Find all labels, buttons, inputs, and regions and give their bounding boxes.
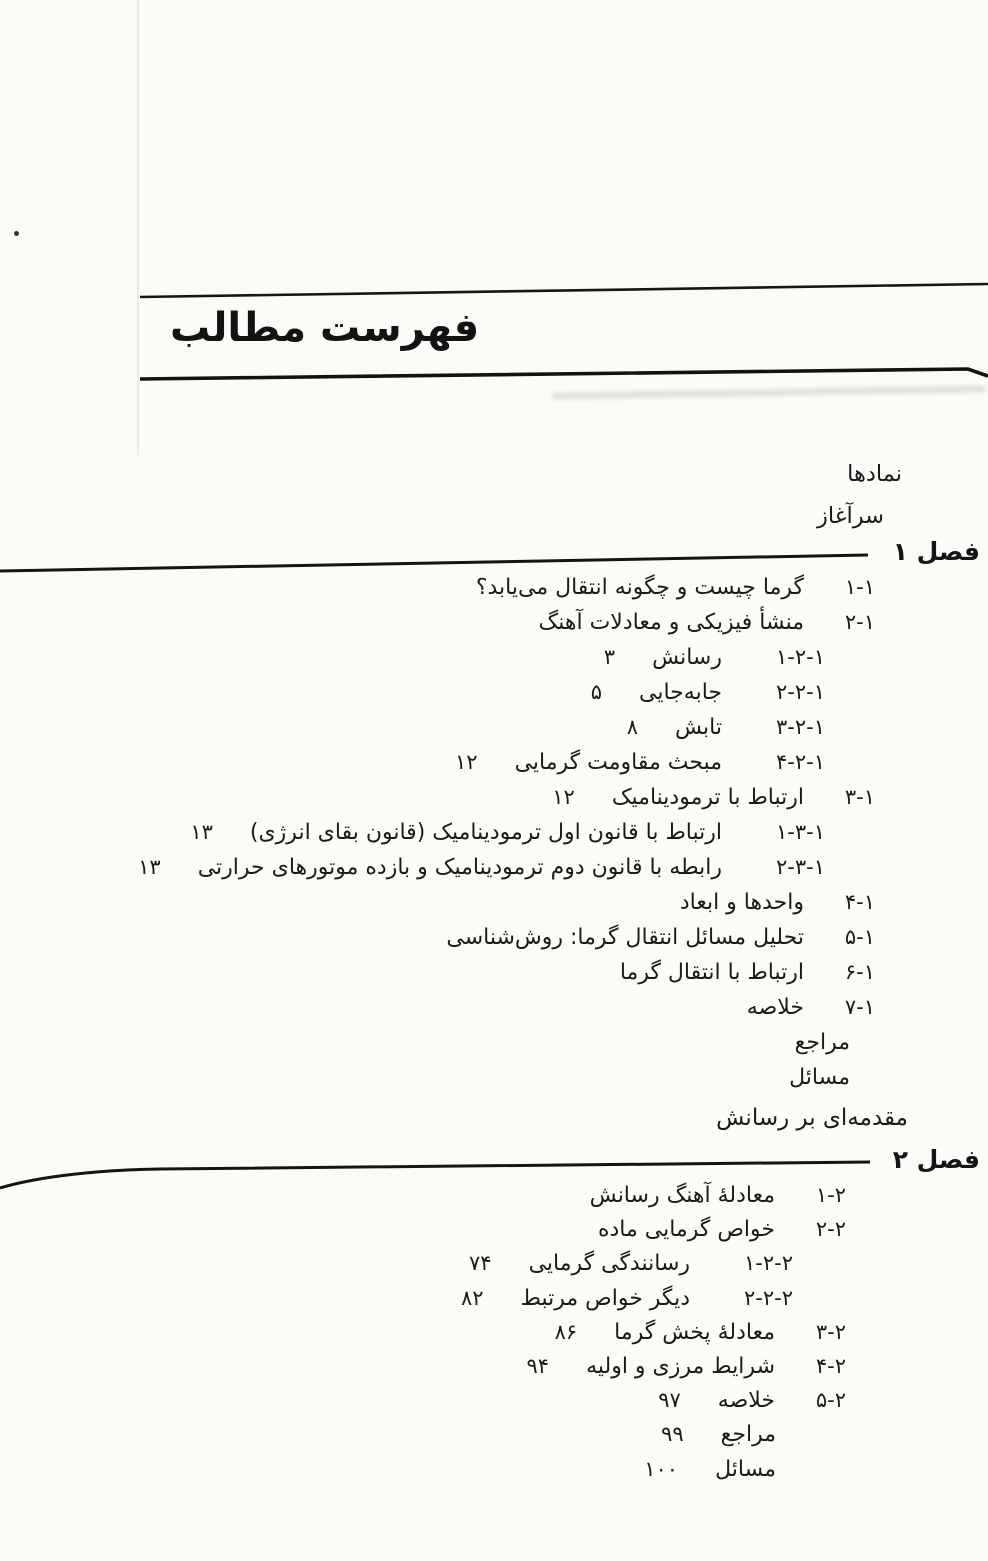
toc-entry (0, 1178, 988, 1212)
entry-number: ۱-۳-۱ (776, 820, 825, 844)
entry-title: رابطه با قانون دوم ترمودینامیک و بازده موتورهای حرارتی (197, 855, 722, 880)
entry-title: رسانش (652, 645, 722, 670)
entry-title: ارتباط با قانون اول ترمودینامیک (قانون بقای انرژی) (249, 820, 722, 845)
entry-title: دیگر خواص مرتبط (520, 1285, 690, 1311)
entry-number: ۱-۲-۱ (776, 645, 825, 669)
entry-number: ۳-۲-۱ (776, 715, 825, 739)
entry-number: ۱-۲-۲ (744, 1251, 793, 1276)
toc-entry (0, 1025, 988, 1060)
entry-number: ۲-۲-۲ (744, 1285, 793, 1310)
page-scan-edge (137, 0, 139, 455)
entry-title: واحدها و ابعاد (679, 890, 804, 915)
entry-page-number: ۱۲ (455, 750, 478, 774)
entry-title: مراجع (794, 1030, 850, 1055)
entry-title: گرما چیست و چگونه انتقال می‌یابد؟ (475, 575, 804, 600)
entry-number: ۵-۲ (815, 1388, 846, 1413)
entry-page-number: ۹۹ (661, 1422, 684, 1447)
front-item-preface: سرآغاز (816, 503, 884, 529)
toc-entry (0, 1417, 988, 1451)
entry-title: ارتباط با انتقال گرما (619, 960, 804, 985)
entry-number: ۲-۲-۱ (776, 680, 825, 704)
entry-number: ۳-۱ (844, 785, 875, 809)
entry-title: رسانندگی گرمایی (528, 1251, 690, 1277)
entry-title: معادلهٔ آهنگ رسانش (589, 1183, 775, 1208)
front-item-symbols: نمادها (847, 461, 902, 487)
entry-number: ۲-۱ (844, 610, 875, 634)
toc-entry (0, 570, 988, 605)
toc-entry (0, 885, 988, 920)
entry-title: مسائل (715, 1456, 776, 1482)
toc-entry (0, 920, 988, 955)
entry-number: ۴-۲ (815, 1353, 846, 1378)
chapter2-label: فصل ۲ (892, 1145, 980, 1174)
chapter2-subtitle: مقدمه‌ای بر رسانش (716, 1105, 908, 1131)
ink-speck (14, 231, 19, 236)
entry-number: ۷-۱ (844, 995, 875, 1019)
toc-entry (0, 815, 988, 850)
entry-title: خلاصه (717, 1388, 775, 1414)
title-bottom-rule (140, 369, 988, 379)
entry-number: ۴-۱ (844, 890, 875, 914)
entry-number: ۵-۱ (844, 925, 875, 949)
entry-title: مسائل (789, 1065, 850, 1090)
entry-number: ۶-۱ (844, 960, 875, 984)
entry-number: ۲-۳-۱ (776, 855, 825, 879)
entry-title: مراجع (720, 1422, 776, 1448)
entry-title: خلاصه (746, 995, 804, 1020)
toc-entry (0, 1452, 988, 1486)
entry-title: منشأ فیزیکی و معادلات آهنگ (538, 610, 804, 635)
entry-page-number: ۸ (626, 715, 638, 739)
toc-entry (0, 1246, 988, 1280)
entry-page-number: ۱۳ (190, 820, 213, 844)
entry-page-number: ۵ (590, 680, 603, 704)
toc-entry (0, 780, 988, 815)
toc-entry (0, 710, 988, 745)
chapter1-rule (0, 555, 868, 571)
entry-page-number: ۹۷ (658, 1388, 681, 1413)
chapter1-label: فصل ۱ (892, 537, 980, 566)
toc-entry (0, 640, 988, 675)
toc-entry (0, 1315, 988, 1349)
toc-entry (0, 1060, 988, 1095)
title-top-rule (140, 284, 988, 297)
entry-page-number: ۱۰۰ (644, 1456, 679, 1481)
entry-title: شرایط مرزی و اولیه (586, 1353, 775, 1379)
entry-title: تحلیل مسائل انتقال گرما: روش‌شناسی (446, 925, 804, 950)
toc-entry (0, 675, 988, 710)
entry-title: تابش (675, 715, 722, 740)
toc-entry (0, 745, 988, 780)
entry-page-number: ۸۶ (554, 1319, 578, 1344)
entry-page-number: ۸۲ (461, 1285, 484, 1310)
chapter2-entries (0, 1178, 988, 1486)
entry-number: ۱-۲ (815, 1183, 846, 1207)
entry-title: خواص گرمایی ماده (597, 1217, 775, 1243)
toc-entry (0, 1383, 988, 1417)
scan-smudge (553, 389, 985, 396)
entry-title: مبحث مقاومت گرمایی (514, 750, 722, 775)
entry-title: ارتباط با ترمودینامیک (611, 785, 804, 810)
chapter1-entries (0, 570, 988, 1095)
toc-entry (0, 1281, 988, 1315)
toc-entry (0, 1212, 988, 1246)
entry-number: ۳-۲ (815, 1319, 846, 1344)
entry-number: ۲-۲ (815, 1217, 846, 1242)
entry-title: معادلهٔ پخش گرما (614, 1319, 775, 1345)
entry-title: جابه‌جایی (639, 680, 722, 705)
toc-entry (0, 1349, 988, 1383)
entry-page-number: ۷۴ (469, 1251, 492, 1276)
entry-page-number: ۳ (603, 645, 616, 669)
toc-entry (0, 955, 988, 990)
toc-entry (0, 850, 988, 885)
toc-entry (0, 605, 988, 640)
entry-number: ۱-۱ (844, 575, 875, 599)
entry-number: ۴-۲-۱ (776, 750, 825, 774)
page-title: فهرست مطالب (170, 305, 480, 351)
entry-page-number: ۱۳ (138, 855, 161, 879)
entry-page-number: ۱۲ (552, 785, 575, 809)
entry-page-number: ۹۴ (526, 1353, 550, 1378)
toc-entry (0, 990, 988, 1025)
